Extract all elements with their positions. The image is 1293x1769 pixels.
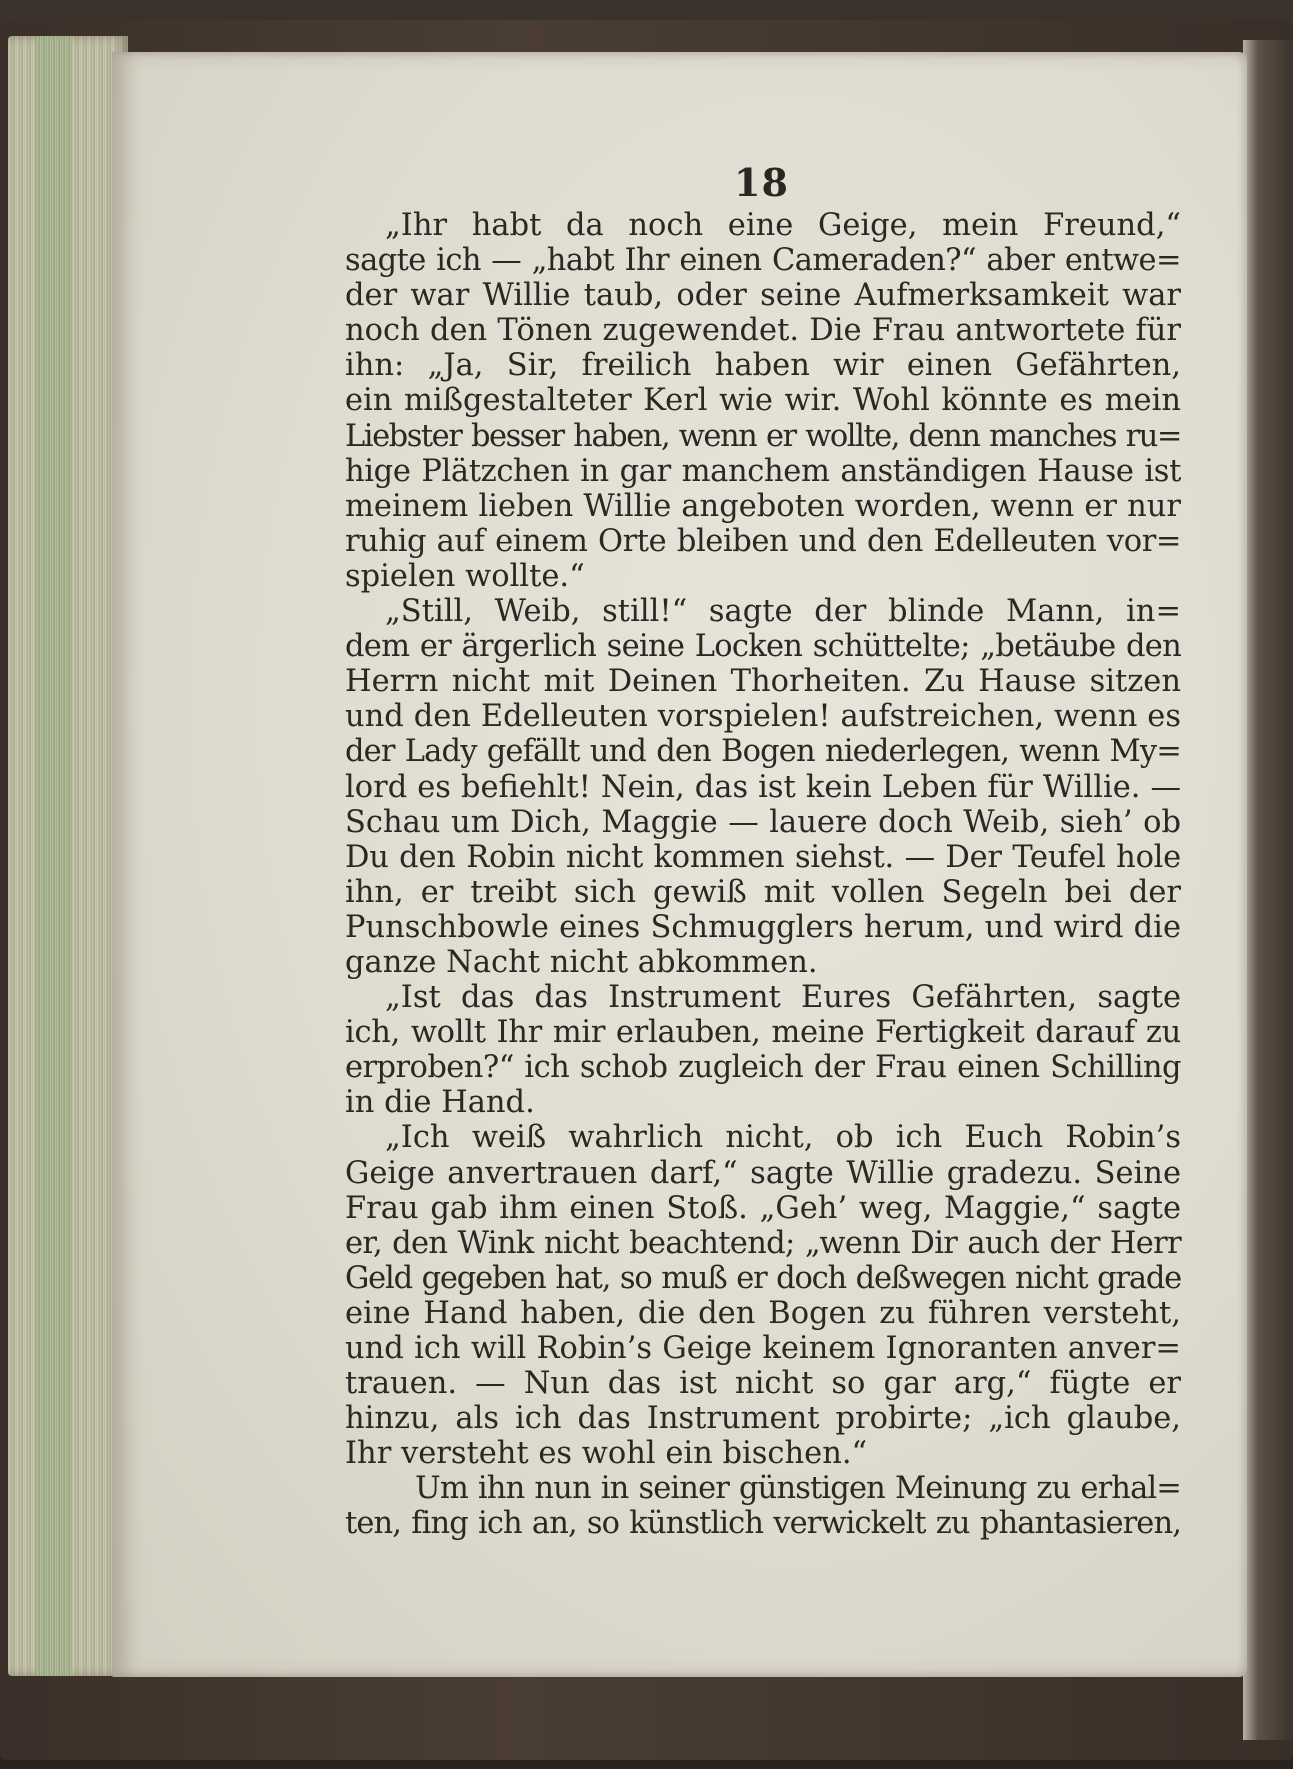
text-line: dem er ärgerlich seine Locken schüttelte; „betäube den bbox=[345, 629, 1181, 665]
text-line: Schau um Dich, Maggie — lauere doch Weib, sieh’ ob bbox=[345, 804, 1181, 840]
text-line: ein mißgestalteter Kerl wie wir. Wohl könnte es mein bbox=[345, 383, 1181, 419]
text-line: trauen. — Nun das ist nicht so gar arg,“ fügte er bbox=[345, 1366, 1181, 1402]
page-number: 18 bbox=[734, 160, 789, 205]
text-line: ihn: „Ja, Sir, freilich haben wir einen Gefährten, bbox=[345, 348, 1181, 384]
text-line: Um ihn nun in seiner günstigen Meinung zu erhal= bbox=[415, 1471, 1181, 1507]
text-line: „Ich weiß wahrlich nicht, ob ich Euch Robin’s bbox=[385, 1120, 1181, 1156]
text-line: Du den Robin nicht kommen siehst. — Der Teufel hole bbox=[345, 839, 1181, 875]
text-line: Punschbowle eines Schmugglers herum, und wird die bbox=[345, 909, 1181, 945]
text-line: in die Hand. bbox=[345, 1085, 535, 1121]
page-edges bbox=[8, 36, 128, 1676]
text-line: noch den Tönen zugewendet. Die Frau antwortete für bbox=[345, 313, 1181, 349]
text-line: „Ihr habt da noch eine Geige, mein Freund,“ bbox=[385, 208, 1181, 243]
text-line: und den Edelleuten vorspielen! aufstreichen, wenn es bbox=[345, 699, 1181, 735]
text-line: ich, wollt Ihr mir erlauben, meine Fertigkeit darauf zu bbox=[345, 1015, 1181, 1051]
body-text bbox=[345, 208, 1181, 1542]
text-line: der war Willie taub, oder seine Aufmerksamkeit war bbox=[345, 278, 1181, 314]
text-line: Frau gab ihm einen Stoß. „Geh’ weg, Maggie,“ sagte bbox=[345, 1190, 1181, 1226]
text-line: erproben?“ ich schob zugleich der Frau einen Schilling bbox=[345, 1050, 1181, 1086]
text-line: Liebster besser haben, wenn er wollte, denn manches ru= bbox=[345, 418, 1181, 454]
text-line: ten, fing ich an, so künstlich verwickelt zu phantasieren, bbox=[345, 1506, 1181, 1542]
text-line: und ich will Robin’s Geige keinem Ignoranten anver= bbox=[345, 1331, 1181, 1366]
text-line: hige Plätzchen in gar manchem anständigen Hause ist bbox=[345, 453, 1181, 489]
text-line: ganze Nacht nicht abkommen. bbox=[345, 944, 818, 980]
text-line: ihn, er treibt sich gewiß mit vollen Segeln bei der bbox=[345, 874, 1181, 910]
text-line: hinzu, als ich das Instrument probirte; „ich glaube, bbox=[345, 1401, 1181, 1437]
text-line: eine Hand haben, die den Bogen zu führen versteht, bbox=[345, 1295, 1181, 1331]
text-line: spielen wollte.“ bbox=[345, 558, 585, 594]
text-line: Ihr versteht es wohl ein bischen.“ bbox=[345, 1436, 868, 1472]
text-line: er, den Wink nicht beachtend; „wenn Dir auch der Herr bbox=[345, 1225, 1181, 1261]
text-line: Geld gegeben hat, so muß er doch deßwegen nicht grade bbox=[345, 1260, 1181, 1296]
text-line: sagte ich — „habt Ihr einen Cameraden?“ aber entwe= bbox=[345, 243, 1181, 279]
text-line: der Lady gefällt und den Bogen niederlegen, wenn My= bbox=[345, 734, 1181, 770]
text-line: Geige anvertrauen darf,“ sagte Willie gradezu. Seine bbox=[345, 1155, 1181, 1191]
text-line: „Still, Weib, still!“ sagte der blinde Mann, in= bbox=[385, 594, 1181, 630]
text-line: Herrn nicht mit Deinen Thorheiten. Zu Hause sitzen bbox=[345, 664, 1181, 700]
right-margin-strip bbox=[1243, 40, 1293, 1740]
text-line: meinem lieben Willie angeboten worden, wenn er nur bbox=[345, 488, 1181, 524]
text-line: „Ist das das Instrument Eures Gefährten, sagte bbox=[385, 980, 1181, 1016]
text-line: ruhig auf einem Orte bleiben und den Edelleuten vor= bbox=[345, 523, 1181, 559]
text-line: lord es befiehlt! Nein, das ist kein Leben für Willie. — bbox=[345, 769, 1181, 805]
